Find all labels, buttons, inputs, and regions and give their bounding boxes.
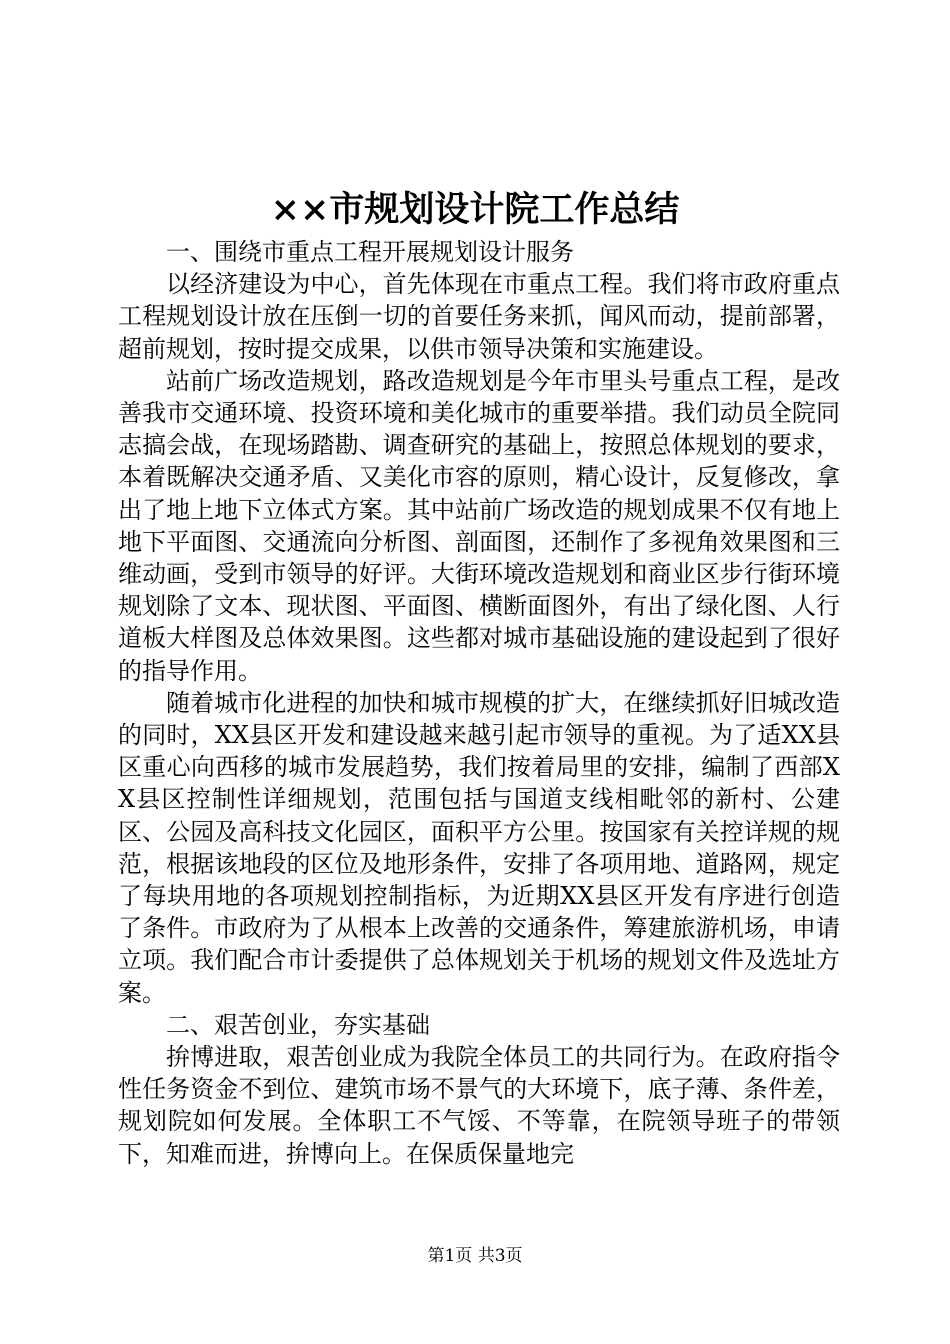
- paragraph-3: 随着城市化进程的加快和城市规模的扩大，在继续抓好旧城改造的同时，XX县区开发和建设越来越引起市领导的重视。为了适XX县区重心向西移的城市发展趋势，我们按着局里的安排，编制了西部XX县区控制性详细规划，范围包括与国道支线相毗邻的新村、公建区、公园及高科技文化园区，面积平方公里。按国家有关控详规的规范，根据该地段的区位及地形条件，安排了各项用地、道路网，规定了每块用地的各项规划控制指标，为近期XX县区开发有序进行创造了条件。市政府为了从根本上改善的交通条件，筹建旅游机场，申请立项。我们配合市计委提供了总体规划关于机场的规划文件及选址方案。: [118, 688, 840, 1007]
- document-body: [118, 236, 840, 1170]
- section-heading-1: 一、围绕市重点工程开展规划设计服务: [166, 238, 574, 266]
- document-title: ××市规划设计院工作总结: [270, 189, 680, 230]
- paragraph-1: 以经济建设为中心，首先体现在市重点工程。我们将市政府重点工程规划设计放在压倒一切的首要任务来抓，闻风而动，提前部署，超前规划，按时提交成果，以供市领导决策和实施建设。: [118, 270, 840, 363]
- page-footer: 第1页 共3页: [427, 1246, 523, 1266]
- paragraph-4: 拚博进取，艰苦创业成为我院全体员工的共同行为。在政府指令性任务资金不到位、建筑市场不景气的大环境下，底子薄、条件差，规划院如何发展。全体职工不气馁、不等靠，在院领导班子的带领下，知难而进，拚博向上。在保质保量地完: [118, 1043, 840, 1168]
- section-heading-2: 二、艰苦创业，夯实基础: [166, 1010, 430, 1039]
- paragraph-2: 站前广场改造规划，路改造规划是今年市里头号重点工程，是改善我市交通环境、投资环境和美化城市的重要举措。我们动员全院同志搞会战，在现场踏勘、调查研究的基础上，按照总体规划的要求，本着既解决交通矛盾、又美化市容的原则，精心设计，反复修改，拿出了地上地下立体式方案。其中站前广场改造的规划成果不仅有地上地下平面图、交通流向分析图、剖面图，还制作了多视角效果图和三维动画，受到市领导的好评。大街环境改造规划和商业区步行街环境规划除了文本、现状图、平面图、横断面图外，有出了绿化图、人行道板大样图及总体效果图。这些都对城市基础设施的建设起到了很好的指导作用。: [118, 366, 840, 685]
